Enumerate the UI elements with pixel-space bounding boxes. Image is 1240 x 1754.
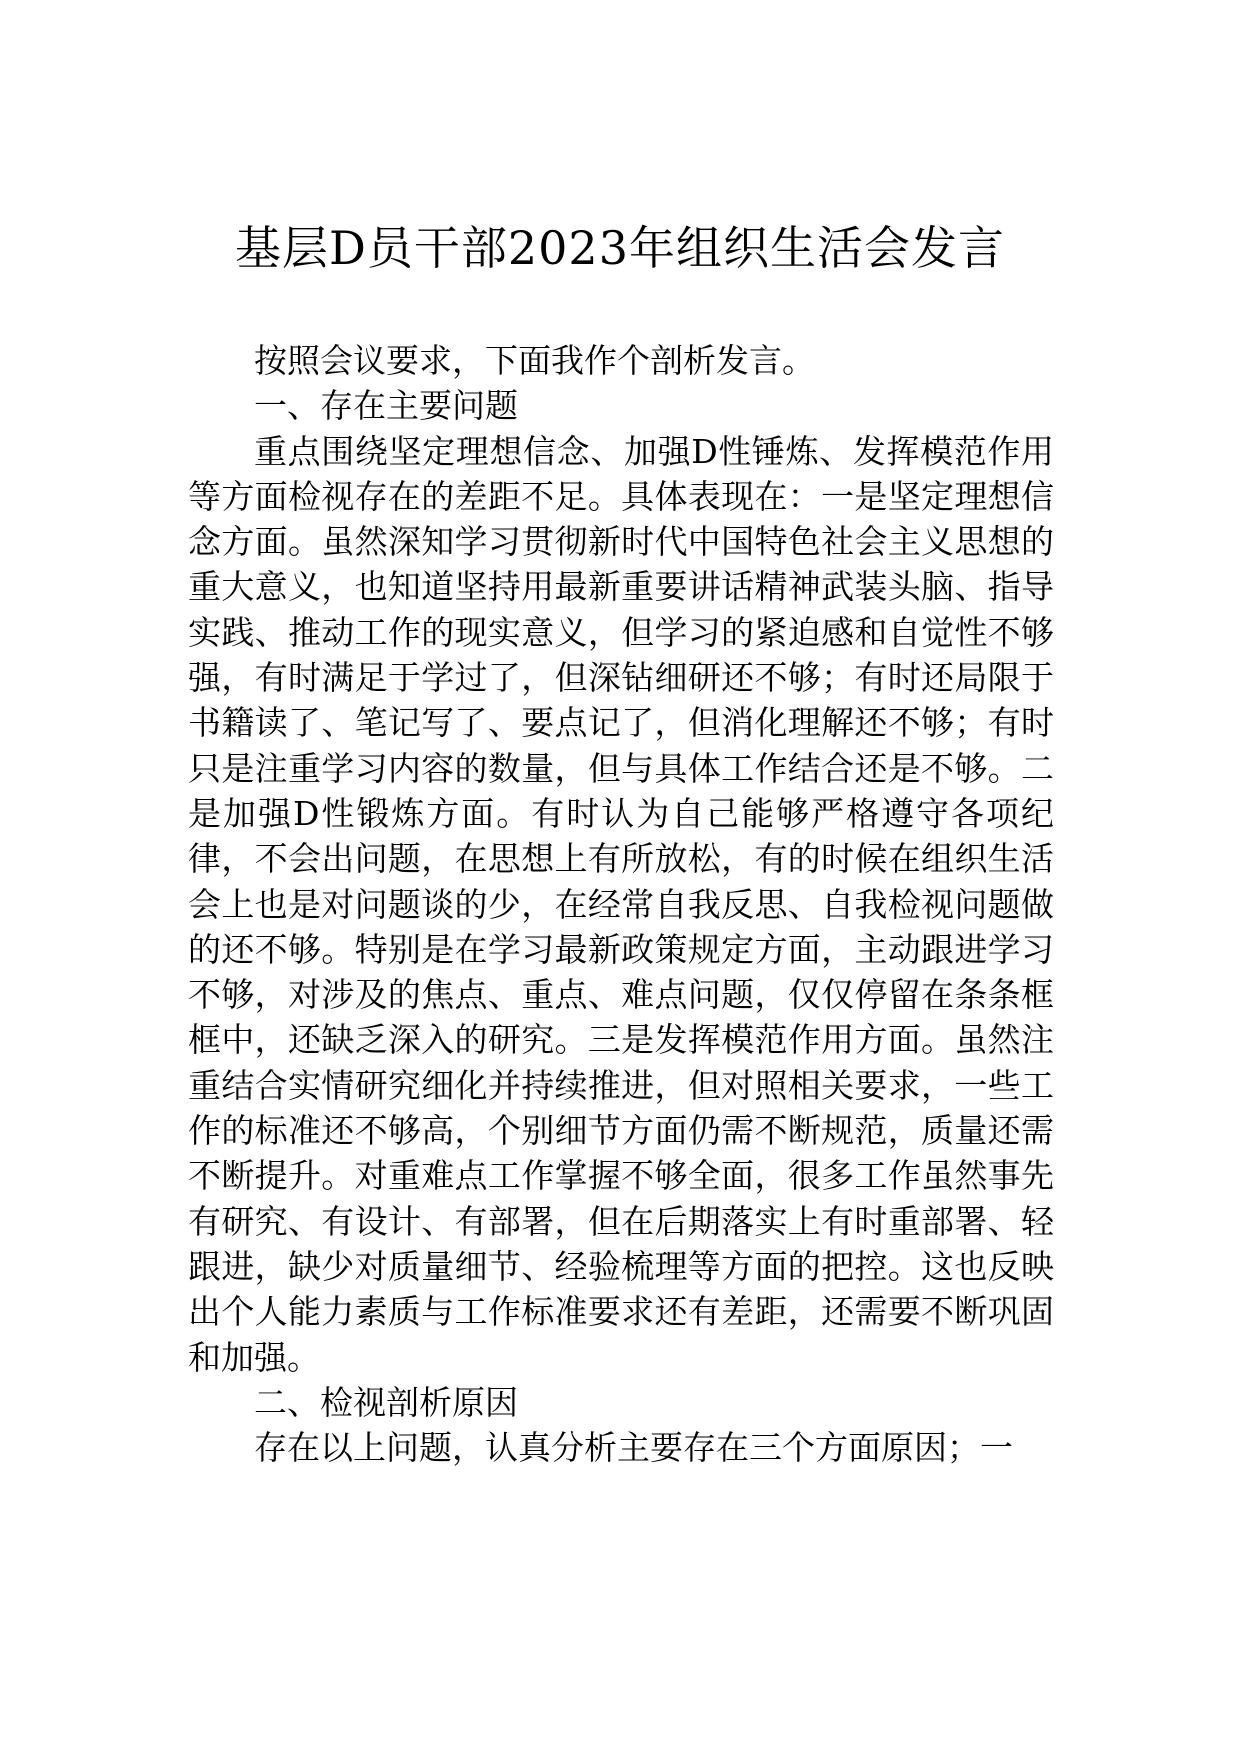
document-body bbox=[188, 338, 1054, 1470]
section-2-paragraph: 存在以上问题，认真分析主要存在三个方面原因；一 bbox=[254, 1428, 1013, 1468]
section-heading-2: 二、检视剖析原因 bbox=[254, 1382, 518, 1422]
intro-paragraph: 按照会议要求，下面我作个剖析发言。 bbox=[254, 341, 815, 380]
section-1-paragraph: 重点围绕坚定理想信念、加强D性锤炼、发挥模范作用等方面检视存在的差距不足。具体表现在：一是坚定理想信念方面。虽然深知学习贯彻新时代中国特色社会主义思想的重大意义，也知道坚持用最新重要讲话精神武装头脑、指导实践、推动工作的现实意义，但学习的紧迫感和自觉性不够强，有时满足于学过了，但深钻细研还不够；有时还局限于书籍读了、笔记写了、要点记了，但消化理解还不够；有时只是注重学习内容的数量，但与具体工作结合还是不够。二是加强D性锻炼方面。有时认为自己能够严格遵守各项纪律，不会出问题，在思想上有所放松，有的时候在组织生活会上也是对问题谈的少，在经常自我反思、自我检视问题做的还不够。特别是在学习最新政策规定方面，主动跟进学习不够，对涉及的焦点、重点、难点问题，仅仅停留在条条框框中，还缺乏深入的研究。三是发挥模范作用方面。虽然注重结合实情研究细化并持续推进，但对照相关要求，一些工作的标准还不够高，个别细节方面仍需不断规范，质量还需不断提升。对重难点工作掌握不够全面，很多工作虽然事先有研究、有设计、有部署，但在后期落实上有时重部署、轻跟进，缺少对质量细节、经验梳理等方面的把控。这也反映出个人能力素质与工作标准要求还有差距，还需要不断巩固和加强。 bbox=[188, 431, 1054, 1377]
section-heading-1: 一、存在主要问题 bbox=[254, 386, 518, 426]
document-title: 基层D员干部2023年组织生活会发言 bbox=[235, 221, 1005, 275]
